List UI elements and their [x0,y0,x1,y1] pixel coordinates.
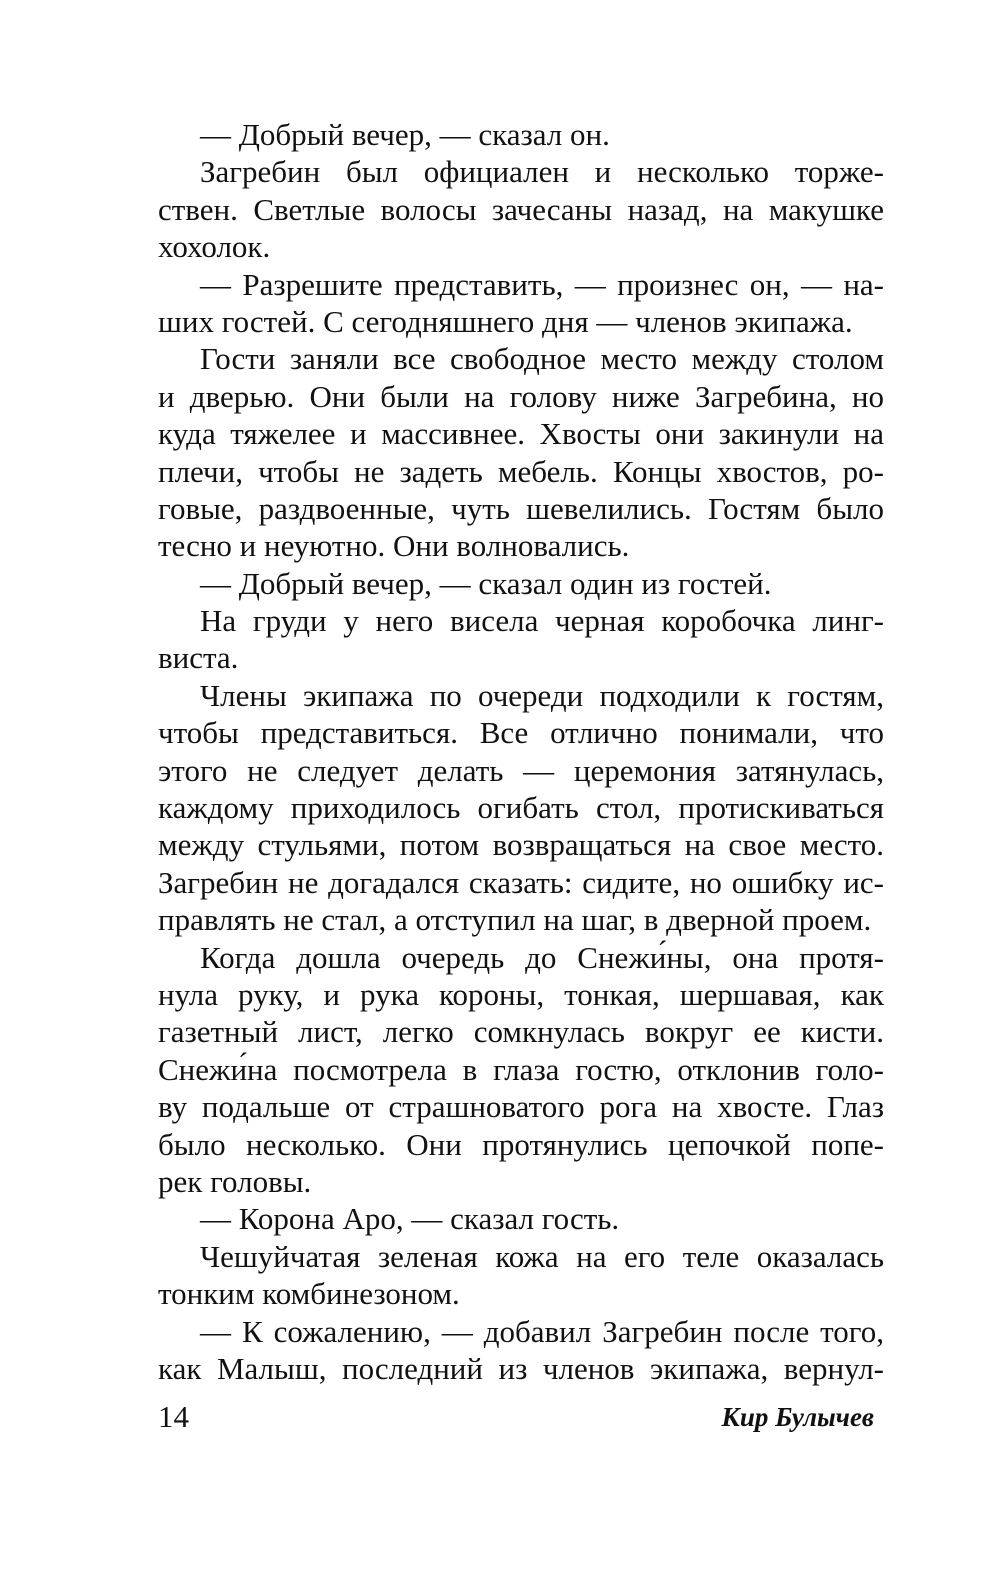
text-line: нула руку, и рука короны, тонкая, шершавая, как [158,976,884,1012]
text-line: Чешуйчатая зеленая кожа на его теле оказалась [200,1238,884,1274]
text-line: плечи, чтобы не задеть мебель. Концы хвостов, ро- [158,453,884,489]
text-line: куда тяжелее и массивнее. Хвосты они закинули на [158,416,884,452]
text-line: Гости заняли все свободное место между столом [200,341,884,377]
text-line: — Корона Аро, — сказал гость. [200,1201,620,1237]
text-line: чтобы представиться. Все отлично понимали, что [158,715,884,751]
page-footer [158,1397,884,1437]
text-line: виста. [158,640,239,676]
text-line: ствен. Светлые волосы зачесаны назад, на макушке [158,191,884,227]
text-line: правлять не стал, а отступил на шаг, в дверной проем. [158,902,872,938]
text-line: этого не следует делать — церемония затянулась, [158,752,884,788]
text-line: хохолок. [158,229,271,265]
text-line: Загребин был официален и несколько торже- [200,154,884,190]
text-line: ву подальше от страшноватого рога на хвосте. Глаз [158,1089,884,1125]
text-body [158,116,884,1387]
text-line: На груди у него висела черная коробочка линг- [200,603,884,639]
text-line: каждому приходилось огибать стол, протискиваться [158,790,884,826]
text-line: как Малыш, последний из членов экипажа, вернул- [158,1350,884,1386]
text-line: говые, раздвоенные, чуть шевелились. Гостям было [158,490,884,526]
text-line: тонким комбинезоном. [158,1276,460,1312]
text-line: Когда дошла очередь до Снежи́ны, она протя- [200,939,884,975]
text-line: тесно и неуютно. Они волновались. [158,528,630,564]
text-line: — К сожалению, — добавил Загребин после того, [200,1313,884,1349]
text-line: — Добрый вечер, — сказал один из гостей. [200,565,772,601]
text-line: — Добрый вечер, — сказал он. [200,117,610,152]
text-line: между стульями, потом возвращаться на свое место. [158,827,884,863]
text-line: рек головы. [158,1163,312,1199]
text-line: Загребин не догадался сказать: сидите, но ошибку ис- [158,864,884,900]
text-line: Снежи́на посмотрела в глаза гостю, отклонив голо- [158,1051,884,1087]
text-line: и дверью. Они были на голову ниже Загребина, но [158,378,884,414]
text-line: Члены экипажа по очереди подходили к гостям, [200,677,884,713]
text-line: газетный лист, легко сомкнулась вокруг ее кисти. [158,1014,884,1050]
page-number: 14 [158,1399,189,1434]
running-header-author: Кир Булычев [721,1402,874,1432]
text-line: — Разрешите представить, — произнес он, — на- [200,266,884,302]
text-line: было несколько. Они протянулись цепочкой попе- [158,1126,884,1162]
text-line: ших гостей. С сегодняшнего дня — членов экипажа. [158,303,853,339]
